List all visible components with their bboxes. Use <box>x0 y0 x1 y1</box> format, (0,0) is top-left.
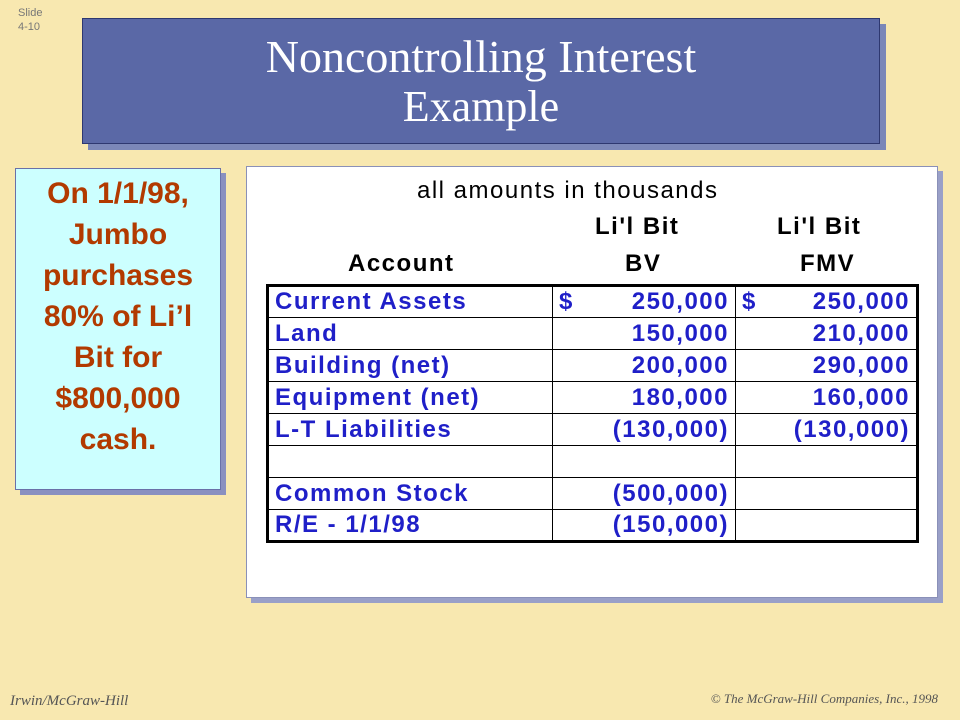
account-cell: R/E - 1/1/98 <box>268 510 553 542</box>
bv-cell <box>553 446 736 478</box>
account-cell: Building (net) <box>268 350 553 382</box>
note-line: On 1/1/98, <box>47 177 189 210</box>
note-line: $800,000 <box>55 382 181 415</box>
fmv-cell: 210,000 <box>736 318 918 350</box>
copyright-label: © The McGraw-Hill Companies, Inc., 1998 <box>710 691 938 706</box>
fmv-cell <box>736 478 918 510</box>
fmv-cell: (130,000) <box>736 414 918 446</box>
bv-cell: (130,000) <box>553 414 736 446</box>
bv-cell: 150,000 <box>553 318 736 350</box>
purchase-note-box <box>15 168 221 490</box>
account-header: Account <box>348 250 455 277</box>
bv-value: 250,000 <box>631 288 729 315</box>
bv-cell: (500,000) <box>553 478 736 510</box>
table-row <box>268 510 918 542</box>
bv-cell: 200,000 <box>553 350 736 382</box>
note-line: purchases <box>42 259 194 292</box>
bv-cell: 180,000 <box>553 382 736 414</box>
note-line: Jumbo <box>68 218 168 251</box>
currency-sign: $ <box>742 288 757 315</box>
bv-cell: (150,000) <box>553 510 736 542</box>
fmv-header: FMV <box>800 250 856 277</box>
table-row <box>268 446 918 478</box>
account-cell: Land <box>268 318 553 350</box>
note-line: Bit for <box>73 341 163 374</box>
account-cell: Common Stock <box>268 478 553 510</box>
table-panel <box>246 166 938 598</box>
fmv-value: 250,000 <box>812 288 910 315</box>
slide-label: Slide <box>18 7 43 19</box>
slide-number <box>18 6 42 34</box>
table-row <box>268 382 918 414</box>
fmv-cell: 160,000 <box>736 382 918 414</box>
slide-subtitle: Example <box>402 82 560 131</box>
table-row <box>268 414 918 446</box>
table-row <box>268 286 918 318</box>
currency-sign: $ <box>559 288 574 315</box>
slide-number-value: 4-10 <box>18 21 41 33</box>
fmv-entity-header: Li'l Bit <box>777 213 862 240</box>
fmv-cell <box>736 286 918 318</box>
fmv-cell <box>736 510 918 542</box>
account-cell: Equipment (net) <box>268 382 553 414</box>
note-line: cash. <box>79 423 157 456</box>
account-cell: L-T Liabilities <box>268 414 553 446</box>
table-caption: all amounts in thousands <box>417 177 719 204</box>
table-row <box>268 350 918 382</box>
accounts-table <box>266 284 919 543</box>
fmv-cell: 290,000 <box>736 350 918 382</box>
bv-header: BV <box>625 250 662 277</box>
bv-entity-header: Li'l Bit <box>595 213 680 240</box>
slide-title: Noncontrolling Interest <box>265 31 697 82</box>
account-cell <box>268 446 553 478</box>
fmv-cell <box>736 446 918 478</box>
table-row <box>268 318 918 350</box>
publisher-label: Irwin/McGraw-Hill <box>10 693 129 709</box>
bv-cell <box>553 286 736 318</box>
note-line: 80% of Li’l <box>43 300 193 333</box>
title-box <box>82 18 880 144</box>
account-cell: Current Assets <box>268 286 553 318</box>
table-row <box>268 478 918 510</box>
